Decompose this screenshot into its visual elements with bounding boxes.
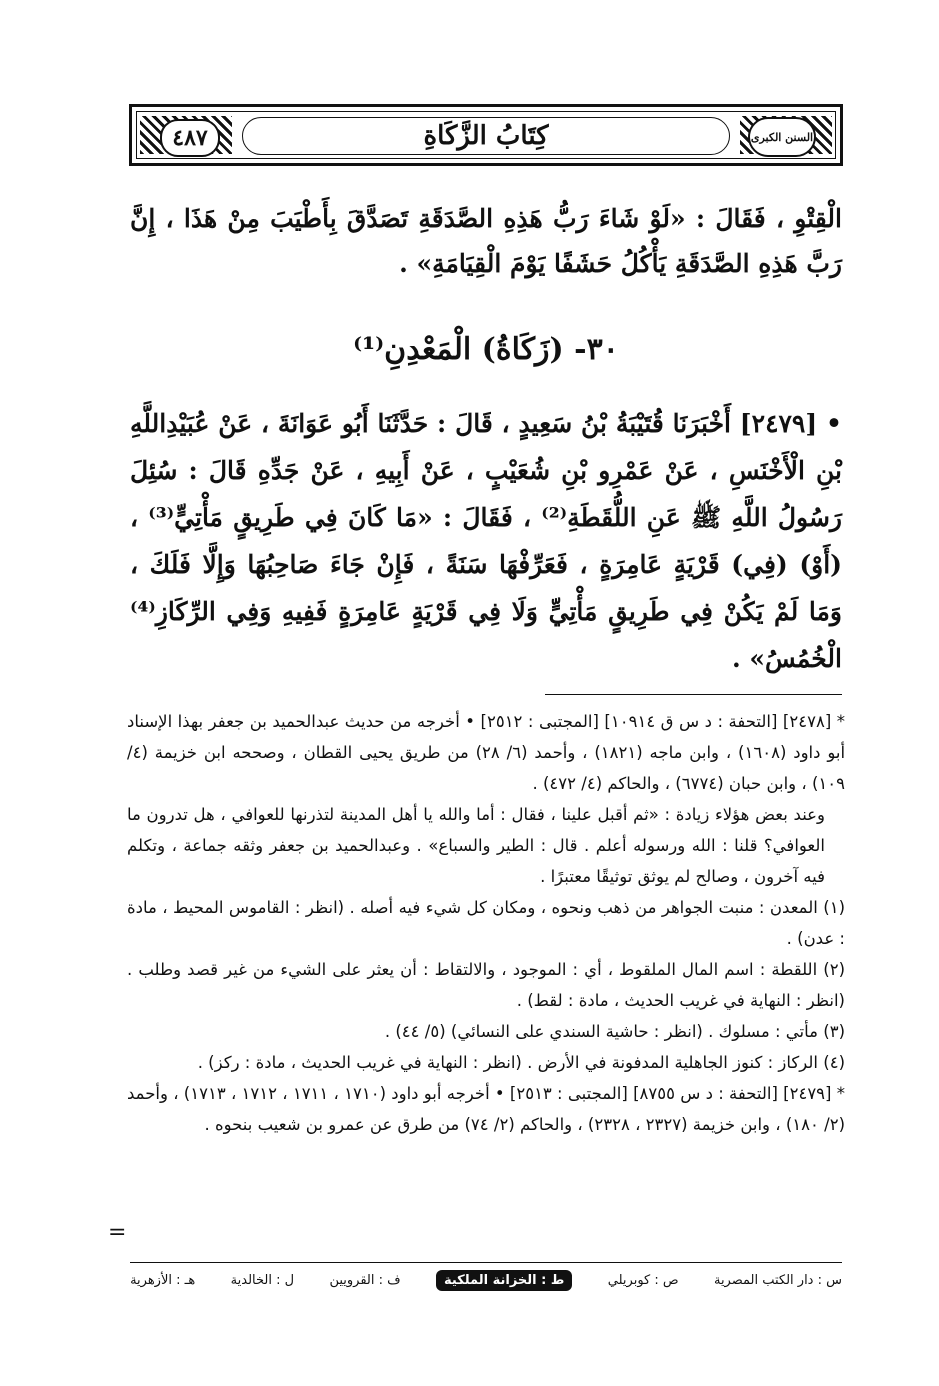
footnote-2478: * [٢٤٧٨] [التحفة : د س ق ١٠٩١٤] [المجتبى : ٢٥١٢] • أخرجه من حديث عبدالحميد بن جعفر بهذا الإسناد أبو داود (١٦٠٨) ، وابن ماجه (١٨٢١) ، وأحمد (٦/ ٢٨) من طريق يحيى القطان ، وصححه ابن خزيمة (٤/ ١٠٩) ، وابن حبان (٦٧٧٤) ، والحاكم (٤/ ٤٧٢) . bbox=[127, 712, 846, 793]
manuscript-key-footer bbox=[130, 1270, 842, 1291]
footer-item-highlighted: ط : الخزانة الملكية bbox=[436, 1270, 572, 1291]
footer-item: ل : الخالدية bbox=[230, 1273, 295, 1288]
footnote-2: (٢) اللقطة : اسم المال الملقوط ، أي : الموجود ، والالتقاط : أن يعثر على الشيء من غير قصد وطلب . (انظر : النهاية في غريب الحديث ، مادة : لقط) . bbox=[127, 960, 845, 1010]
page-number: ٤٨٧ bbox=[160, 119, 220, 157]
main-paragraph-2: • [٢٤٧٩] أَخْبَرَنَا قُتَيْبَةُ بْنُ سَعِيدٍ ، قَالَ : حَدَّثَنَا أَبُو عَوَانَةَ ، عَنْ عُبَيْدِاللَّهِ بْنِ الْأَخْنَسِ ، عَنْ عَمْرِو بْنِ شُعَيْبٍ ، عَنْ أَبِيهِ ، عَنْ جَدِّهِ قَالَ : سُئِلَ رَسُولُ اللَّهِ ﷺ عَنِ اللُّقَطَةِ⁽²⁾ ، فَقَالَ : «مَا كَانَ فِي طَرِيقٍ مَأْتِيٍّ⁽³⁾ ، (أَوْ) (فِي) قَرْيَةٍ عَامِرَةٍ ، فَعَرِّفْهَا سَنَةً ، فَإِنْ جَاءَ صَاحِبُهَا وَإِلَّا فَلَكَ ، وَمَا لَمْ يَكُنْ فِي طَرِيقٍ مَأْتِيٍّ وَلَا فِي قَرْيَةٍ عَامِرَةٍ فَفِيهِ وَفِي الرِّكَازِ⁽⁴⁾ الْخُمُسُ» . bbox=[130, 409, 842, 673]
footnote-4: (٤) الركاز : كنوز الجاهلية المدفونة في الأرض . (انظر : النهاية في غريب الحديث ، مادة : ركز) . bbox=[197, 1053, 845, 1072]
footer-item: س : دار الكتب المصرية bbox=[713, 1273, 842, 1288]
footnote-divider bbox=[545, 694, 842, 695]
footnotes bbox=[127, 706, 845, 1140]
main-paragraph-1: الْقِتْوِ ، فَقَالَ : «لَوْ شَاءَ رَبُّ هَذِهِ الصَّدَقَةِ تَصَدَّقَ بِأَطْيَبَ مِنْ هَذَا ، إِنَّ رَبَّ هَذِهِ الصَّدَقَةِ يَأْكُلُ حَشَفًا يَوْمَ الْقِيَامَةِ» . bbox=[130, 204, 842, 278]
footnote-2478-extra: وعند بعض هؤلاء زيادة : «ثم أقبل علينا ، فقال : أما والله يا أهل المدينة لتذرنها للعوافي ، هل تدرون ما العوافي؟ قلنا : الله ورسوله أعلم . قال : الطير والسباع» . وعبدالحميد بن جعفر وثقه جماعة ، وتكلم فيه آخرون ، وصالح لم يوثق توثيقًا معتبرًا . bbox=[127, 805, 825, 886]
footer-item: هـ : الأزهرية bbox=[130, 1273, 196, 1288]
footnote-2479: * [٢٤٧٩] [التحفة : د س ٨٧٥٥] [المجتبى : ٢٥١٣] • أخرجه أبو داود (١٧١٠ ، ١٧١١ ، ١٧١٢ ، ١٧١٣) ، وأحمد (٢/ ١٨٠) ، وابن خزيمة (٢٣٢٧ ، ٢٣٢٨) ، والحاكم (٢/ ٧٤) من طرق عن عمرو بن شعيب بنحوه . bbox=[127, 1084, 845, 1134]
page-header bbox=[129, 104, 843, 166]
footnote-1: (١) المعدن : منبت الجواهر من ذهب ونحوه ، ومكان كل شيء فيه أصله . (انظر : القاموس المحيط ، مادة : عدن) . bbox=[127, 898, 845, 948]
footer-item: ص : كوبريلي bbox=[607, 1273, 679, 1288]
footer-divider bbox=[130, 1262, 842, 1263]
book-title: كِتَابُ الزَّكَاةِ bbox=[242, 117, 730, 155]
section-title: ٣٠- (زَكَاةُ) الْمَعْدِنِ⁽¹⁾ bbox=[353, 332, 619, 367]
footnote-3: (٣) مأتي : مسلوك . (انظر : حاشية السندي على النسائي) (٥/ ٤٤) . bbox=[384, 1022, 845, 1041]
publisher-seal: السنن الكبرى bbox=[748, 117, 816, 157]
footer-item: ف : القرويين bbox=[329, 1273, 401, 1288]
margin-mark: = bbox=[108, 1220, 127, 1245]
